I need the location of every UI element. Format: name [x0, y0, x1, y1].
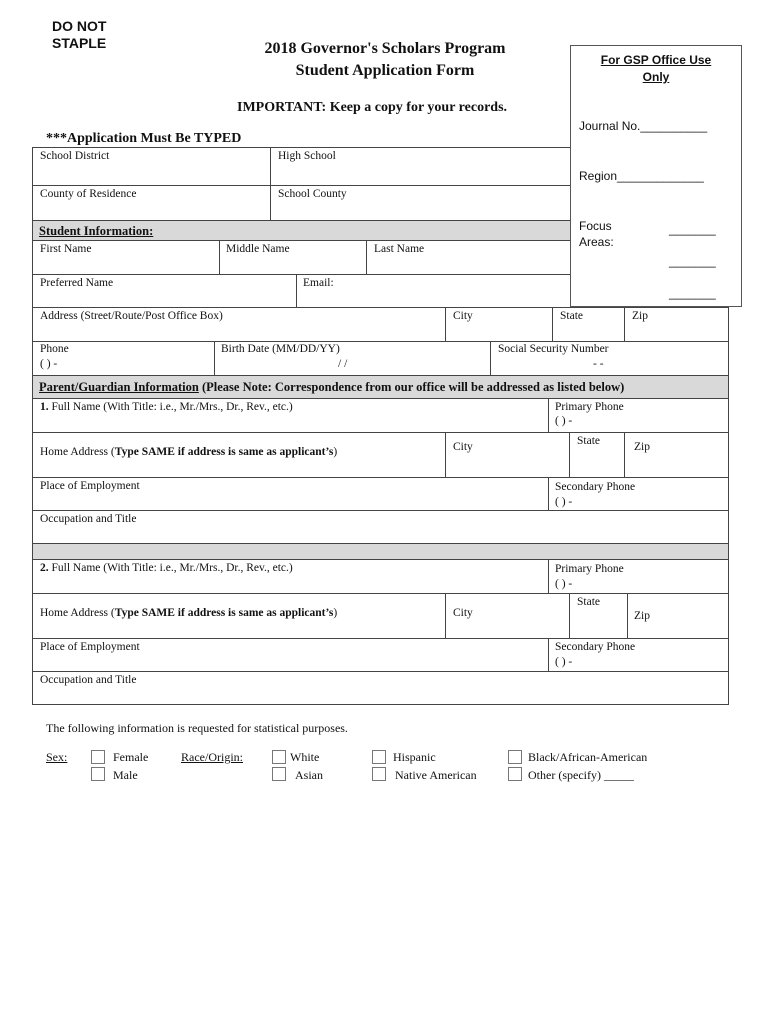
- focus-area-blank-2[interactable]: _______: [669, 254, 716, 268]
- asian-label: Asian: [295, 768, 323, 782]
- native-american-label: Native American: [395, 768, 477, 782]
- email-field[interactable]: Email:: [303, 277, 334, 289]
- address-field[interactable]: Address (Street/Route/Post Office Box): [40, 310, 223, 322]
- focus-areas-label: [579, 219, 614, 249]
- vline: [548, 559, 549, 593]
- parent-1-home-address-field[interactable]: [40, 446, 337, 458]
- phone-field[interactable]: ( ) -: [40, 358, 58, 370]
- hline: [32, 185, 570, 186]
- hline: [32, 220, 570, 221]
- parent-1-primary-phone-label: Primary Phone: [555, 401, 624, 413]
- vline: [445, 432, 446, 477]
- parent-2-city-field[interactable]: City: [453, 607, 473, 619]
- school-district-field[interactable]: School District: [40, 150, 110, 162]
- office-use-heading-line-1: For GSP Office Use: [600, 53, 712, 67]
- vline: [219, 240, 220, 274]
- parent-2-state-field[interactable]: State: [577, 596, 600, 608]
- parent-1-zip-field[interactable]: Zip: [634, 441, 650, 453]
- hispanic-checkbox[interactable]: [372, 750, 386, 764]
- hline: [32, 593, 729, 594]
- region-label: Region: [579, 169, 618, 183]
- parent-1-full-name-field[interactable]: [40, 401, 293, 413]
- hline: [32, 638, 729, 639]
- vline: [270, 147, 271, 220]
- important-notice: IMPORTANT: Keep a copy for your records.: [237, 100, 508, 115]
- hline: [32, 704, 729, 705]
- home-address-label: Home Address (: [40, 607, 115, 619]
- office-use-box: [570, 45, 742, 307]
- focus-area-blank-3[interactable]: _______: [669, 286, 716, 300]
- phone-label: Phone: [40, 343, 69, 355]
- office-use-heading: [571, 52, 741, 86]
- last-name-field[interactable]: Last Name: [374, 243, 425, 255]
- do-not-staple-line-1: DO NOT: [52, 18, 107, 34]
- hline: [32, 543, 729, 544]
- parent-2-primary-phone-label: Primary Phone: [555, 563, 624, 575]
- high-school-field[interactable]: High School: [278, 150, 336, 162]
- vline: [569, 432, 570, 477]
- school-county-field[interactable]: School County: [278, 188, 347, 200]
- parent-1-number: 1.: [40, 401, 49, 413]
- home-address-label: Home Address (: [40, 446, 115, 458]
- vline: [445, 307, 446, 341]
- parent-heading-note: (Please Note: Correspondence from our office will be addressed as listed below): [201, 380, 625, 394]
- hline: [32, 341, 729, 342]
- parent-1-state-field[interactable]: State: [577, 435, 600, 447]
- statistics-intro: The following information is requested for statistical purposes.: [46, 721, 348, 735]
- city-field[interactable]: City: [453, 310, 473, 322]
- must-be-typed-notice: ***Application Must Be TYPED: [46, 131, 242, 146]
- birth-date-label: Birth Date (MM/DD/YY): [221, 343, 340, 355]
- state-field[interactable]: State: [560, 310, 583, 322]
- hline: [32, 240, 570, 241]
- home-address-label-end: ): [333, 607, 338, 619]
- parent-2-full-name-field[interactable]: [40, 562, 293, 574]
- parent-1-primary-phone-field[interactable]: ( ) -: [555, 415, 573, 427]
- journal-no-blank[interactable]: __________: [640, 119, 708, 133]
- other-specify-blank[interactable]: _____: [603, 768, 634, 782]
- other-label: [528, 768, 634, 783]
- parent-2-secondary-phone-label: Secondary Phone: [555, 641, 636, 653]
- male-checkbox[interactable]: [91, 767, 105, 781]
- form-title: 2018 Governor's Scholars Program: [264, 40, 506, 57]
- parent-2-secondary-phone-field[interactable]: ( ) -: [555, 656, 573, 668]
- focus-area-blank-1[interactable]: _______: [669, 222, 716, 236]
- parent-2-home-address-field[interactable]: [40, 607, 337, 619]
- vline: [214, 341, 215, 375]
- focus-label-line-2: Areas:: [579, 235, 614, 249]
- sex-label: Sex:: [46, 750, 68, 764]
- parent-2-employment-field[interactable]: Place of Employment: [40, 641, 140, 653]
- hline: [32, 398, 729, 399]
- native-american-checkbox[interactable]: [372, 767, 386, 781]
- race-origin-label: Race/Origin:: [181, 750, 243, 764]
- focus-label-line-1: Focus: [579, 219, 612, 233]
- hline: [32, 147, 570, 148]
- parent-2-occupation-field[interactable]: Occupation and Title: [40, 674, 137, 686]
- home-address-note: Type SAME if address is same as applicant’s: [114, 607, 334, 619]
- vline: [548, 477, 549, 510]
- hline: [32, 274, 570, 275]
- parent-2-number: 2.: [40, 562, 49, 574]
- do-not-staple-notice: [52, 18, 106, 52]
- student-info-heading: Student Information:: [39, 224, 154, 238]
- parent-heading-text: Parent/Guardian Information: [39, 380, 199, 394]
- vline: [548, 398, 549, 432]
- ssn-field[interactable]: - -: [593, 358, 604, 370]
- vline: [366, 240, 367, 274]
- zip-field[interactable]: Zip: [632, 310, 648, 322]
- parent-1-secondary-phone-field[interactable]: ( ) -: [555, 496, 573, 508]
- asian-checkbox[interactable]: [272, 767, 286, 781]
- parent-separator-band: [32, 544, 729, 559]
- region-blank[interactable]: _____________: [617, 169, 704, 183]
- hline: [32, 559, 729, 560]
- other-specify-text: Other (specify): [528, 768, 601, 782]
- black-african-american-label: Black/African-American: [528, 750, 648, 764]
- parent-1-employment-field[interactable]: Place of Employment: [40, 480, 140, 492]
- female-checkbox[interactable]: [91, 750, 105, 764]
- home-address-note: Type SAME if address is same as applicant’s: [114, 446, 334, 458]
- full-name-label: Full Name (With Title: i.e., Mr./Mrs., Dr., Rev., etc.): [51, 562, 293, 574]
- female-label: Female: [113, 750, 149, 764]
- vline: [569, 593, 570, 638]
- vline: [296, 274, 297, 307]
- other-checkbox[interactable]: [508, 767, 522, 781]
- full-name-label: Full Name (With Title: i.e., Mr./Mrs., Dr., Rev., etc.): [51, 401, 293, 413]
- vline: [624, 307, 625, 341]
- left-border: [32, 147, 33, 704]
- parent-info-heading: [39, 380, 624, 395]
- form-subtitle: Student Application Form: [295, 62, 475, 79]
- right-border: [728, 305, 729, 704]
- white-checkbox[interactable]: [272, 750, 286, 764]
- do-not-staple-line-2: STAPLE: [52, 35, 107, 51]
- journal-no-field: [579, 119, 707, 133]
- middle-name-field[interactable]: Middle Name: [226, 243, 290, 255]
- parent-1-city-field[interactable]: City: [453, 441, 473, 453]
- vline: [627, 593, 628, 638]
- hline: [32, 510, 729, 511]
- county-of-residence-field[interactable]: County of Residence: [40, 188, 137, 200]
- vline: [624, 432, 625, 477]
- white-label: White: [290, 750, 320, 764]
- birth-date-field[interactable]: / /: [338, 358, 348, 370]
- vline: [490, 341, 491, 375]
- first-name-field[interactable]: First Name: [40, 243, 92, 255]
- journal-no-label: Journal No.: [579, 119, 641, 133]
- ssn-label: Social Security Number: [498, 343, 609, 355]
- parent-2-primary-phone-field[interactable]: ( ) -: [555, 578, 573, 590]
- parent-2-zip-field[interactable]: Zip: [634, 610, 650, 622]
- hispanic-label: Hispanic: [393, 750, 436, 764]
- region-field: [579, 169, 704, 183]
- home-address-label-end: ): [333, 446, 338, 458]
- preferred-name-field[interactable]: Preferred Name: [40, 277, 114, 289]
- hline: [32, 477, 729, 478]
- vline: [548, 638, 549, 671]
- parent-1-occupation-field[interactable]: Occupation and Title: [40, 513, 137, 525]
- vline: [445, 593, 446, 638]
- hline: [32, 375, 729, 376]
- office-use-heading-line-2: Only: [642, 70, 670, 84]
- male-label: Male: [113, 768, 138, 782]
- hline: [32, 671, 729, 672]
- black-african-american-checkbox[interactable]: [508, 750, 522, 764]
- vline: [552, 307, 553, 341]
- parent-1-secondary-phone-label: Secondary Phone: [555, 481, 636, 493]
